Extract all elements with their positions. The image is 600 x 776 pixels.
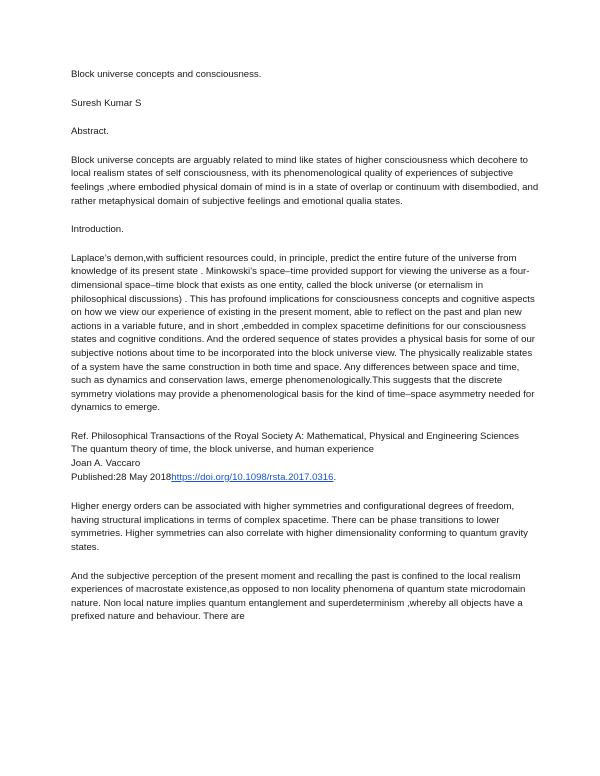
- author-name: Suresh Kumar S: [71, 97, 142, 109]
- abstract-paragraph: Block universe concepts are arguably related to mind like states of higher consciousness which decohere to local realism states of self consciousness, with its phenomenological quality of experiences of subjective feelings ,where embodied physical domain of mind is in a state of overlap or continuum with disembodied, and rather metaphysical domain of subjective feelings and emotional qualia states.: [71, 154, 539, 207]
- reference-published-date: Published:28 May 2018: [71, 471, 172, 483]
- doi-link[interactable]: https://doi.org/10.1098/rsta.2017.0316: [171, 471, 334, 483]
- reference-published-line: [71, 471, 540, 485]
- subjective-perception-paragraph: And the subjective perception of the present moment and recalling the past is confined to the local realism experiences of macrostate existence,as opposed to non locality phenomena of quantum state microdomain nature. Non local nature implies quantum entanglement and superdeterminism ,whereby all objects have a prefixed nature and behaviour. There are: [71, 570, 526, 623]
- abstract-heading: Abstract.: [71, 126, 109, 138]
- reference-article-title: The quantum theory of time, the block universe, and human experience: [71, 444, 374, 456]
- document-title: Block universe concepts and consciousness.: [71, 69, 262, 80]
- reference-trailing-period: .: [333, 471, 337, 483]
- introduction-paragraph: Laplace’s demon,with sufficient resources could, in principle, predict the entire future of the universe from knowledge of its present state . Minkowski’s space–time provided support for viewing the universe as a four-dimensional space–time block that exists as one entity, called the block universe (or eternalism in philosophical discussions) . This has profound implications for consciousness concepts and cognitive aspects on how we view our experience of existing in the present moment, able to reflect on the past and plan new actions in a variable future, and in short ,embedded in complex spacetime definitions for our consciousness states and cognitive conditions. And the ordered sequence of states provides a physical basis for some of our subjective notions about time to be incorporated into the block universe view. The physically realizable states of a system have the same construction in both time and space. Any differences between space and time, such as dynamics and conservation laws, emerge phenomenologically.This suggests that the discrete symmetry violations may provide a phenomenological basis for the kind of time–space asymmetry needed for dynamics to emerge.: [71, 252, 535, 414]
- introduction-heading: Introduction.: [71, 224, 124, 236]
- energy-orders-paragraph: Higher energy orders can be associated with higher symmetries and configurational degrees of freedom, having structural implications in terms of complex spacetime. There can be phase transitions to lower symmetries. Higher symmetries can also correlate with higher dimensionality conforming to quantum gravity states.: [71, 501, 528, 554]
- reference-journal: Ref. Philosophical Transactions of the Royal Society A: Mathematical, Physical and Engineering Sciences: [71, 430, 519, 442]
- reference-author: Joan A. Vaccaro: [71, 458, 141, 470]
- reference-block: [71, 430, 540, 484]
